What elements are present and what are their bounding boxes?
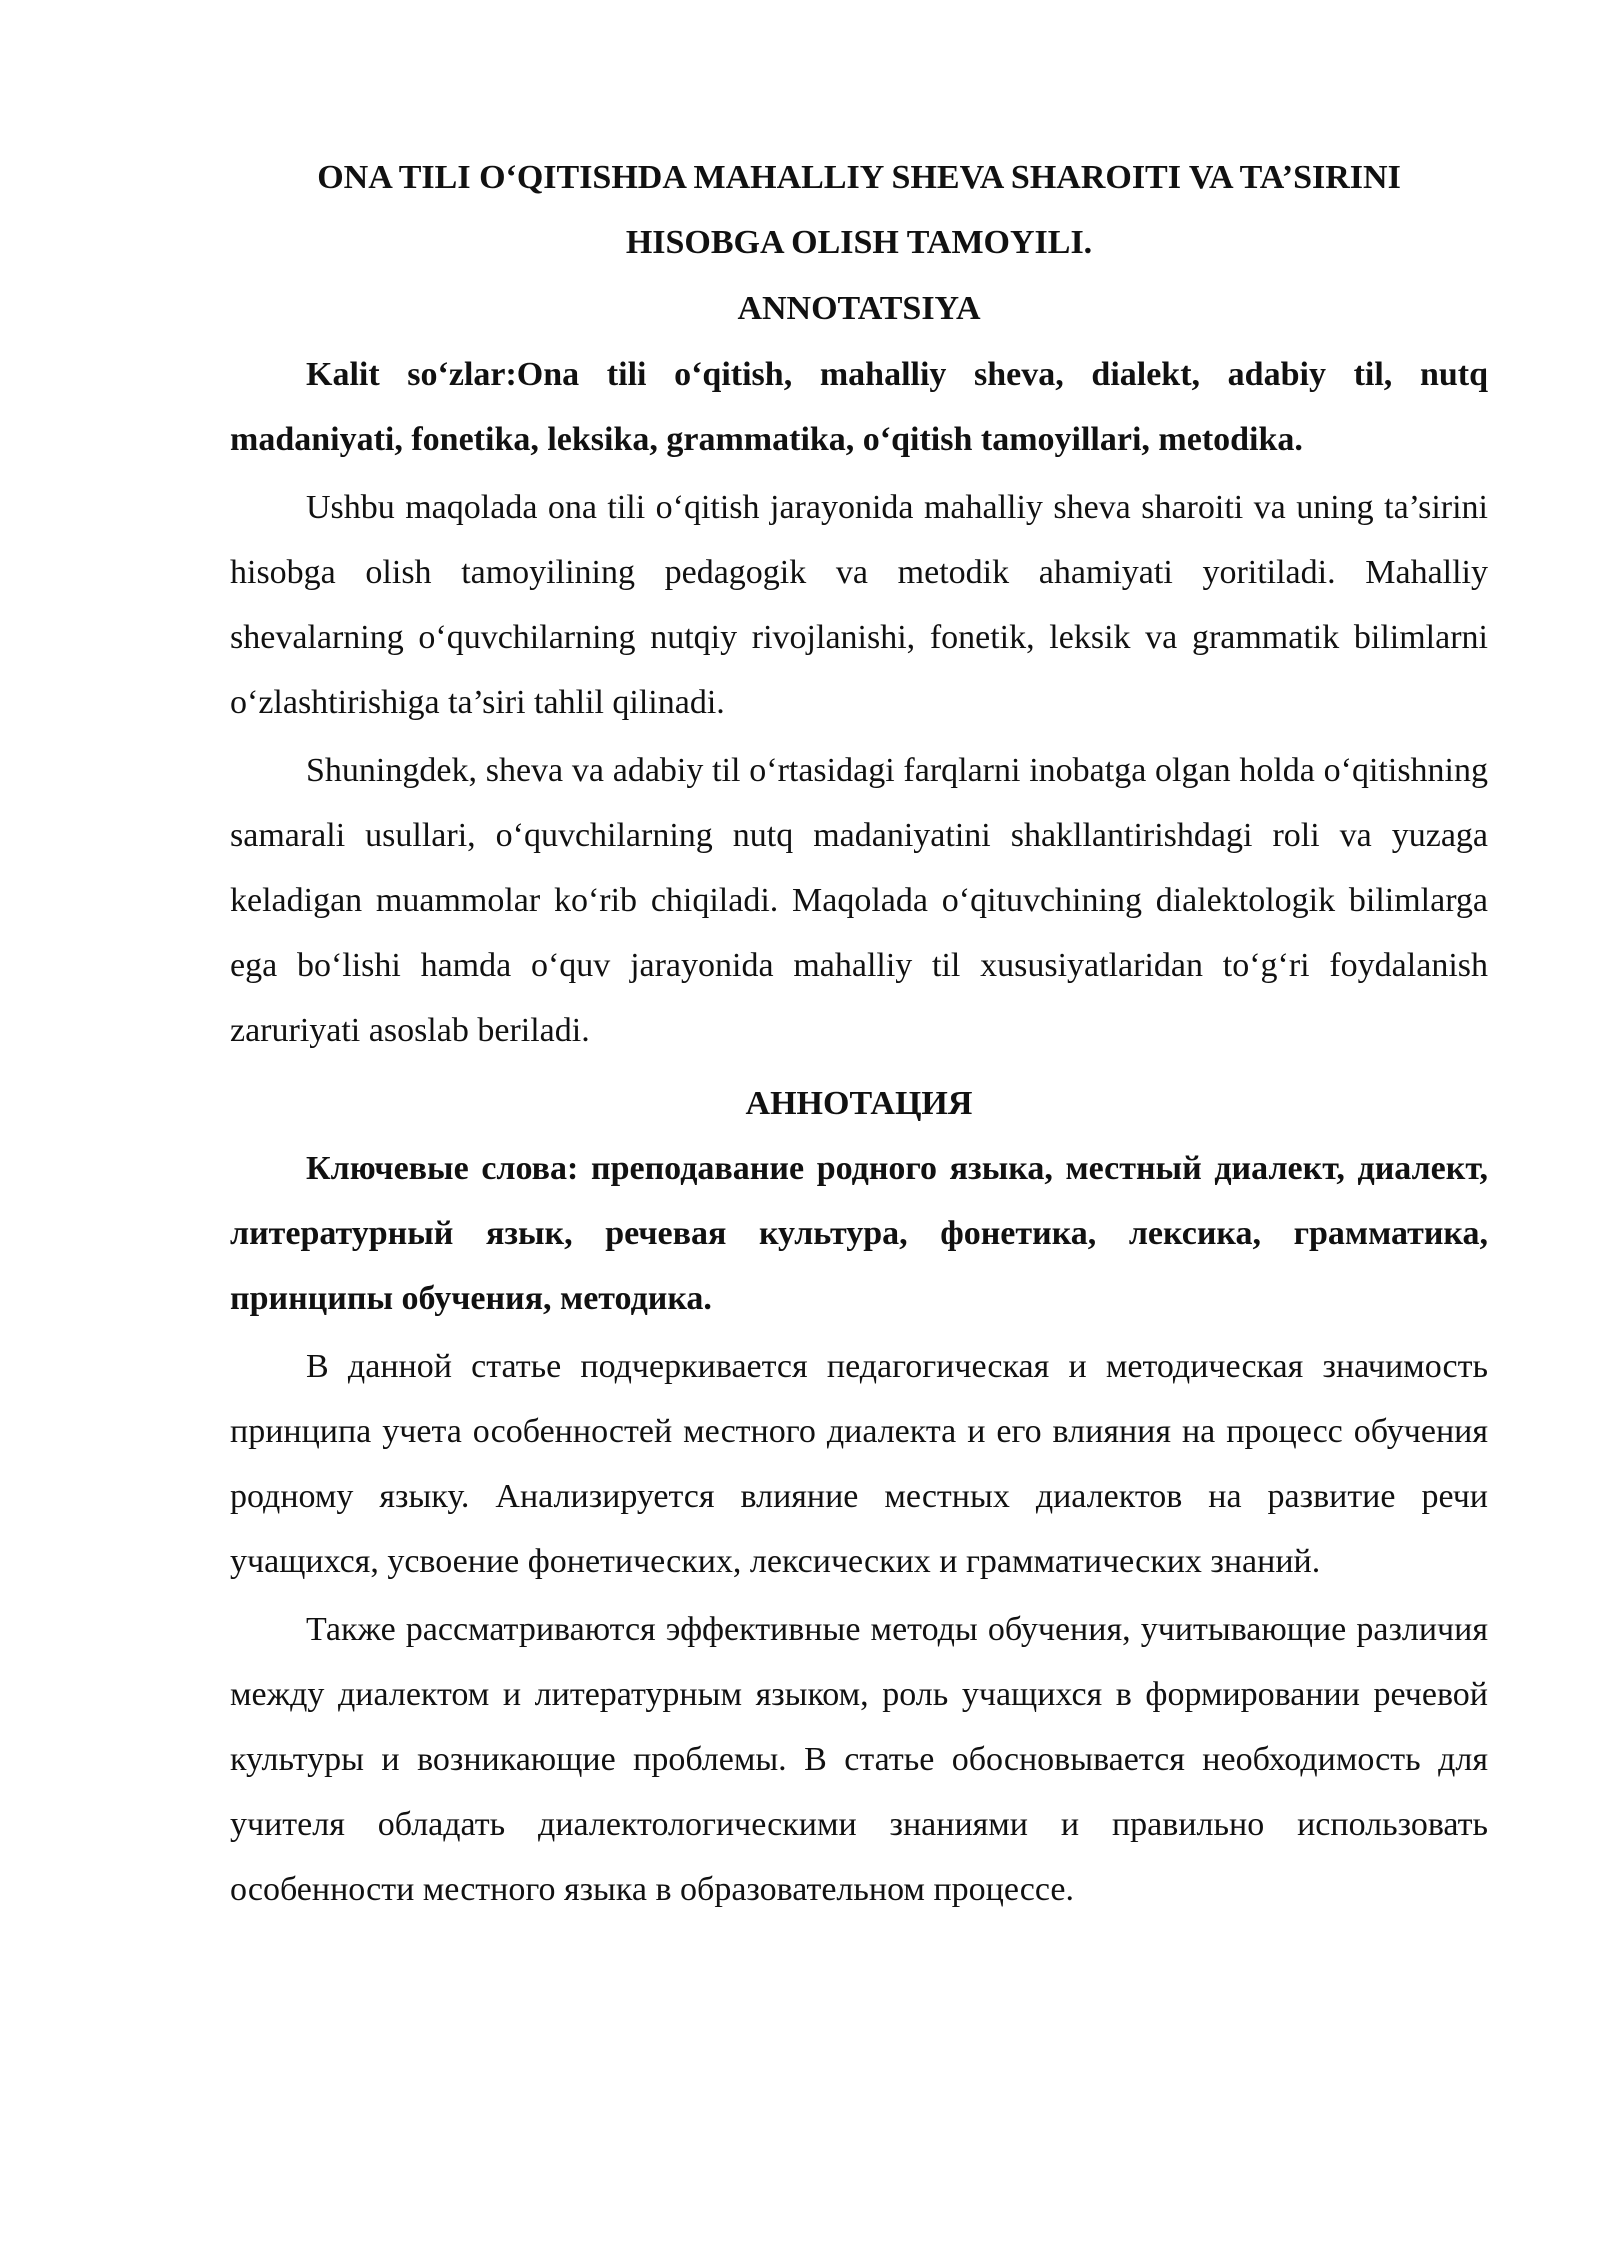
keywords-uz: Kalit so‘zlar:Ona tili o‘qitish, mahalliy sheva, dialekt, adabiy til, nutq madaniyati, fonetika, leksika, grammatika, o‘qitish tamoyillari, metodika. [230,356,1488,458]
article-title [230,145,1488,275]
annotation-paragraph-ru-1: В данной статье подчеркивается педагогическая и методическая значимость принципа учета особенностей местного диалекта и его влияния на процесс обучения родному языку. Анализируется влияние местных диалектов на развитие речи учащихся, усвоение фонетических, лексических и грамматических знаний. [230,1348,1488,1580]
annotation-paragraph-uz-1: Ushbu maqolada ona tili o‘qitish jarayonida mahalliy sheva sharoiti va uning ta’sirini hisobga olish tamoyilining pedagogik va metodik ahamiyati yoritiladi. Mahalliy shevalarning o‘quvchilarning nutqiy rivojlanishi, fonetik, leksik va grammatik bilimlarni o‘zlashtirishiga ta’siri tahlil qilinadi. [230,489,1488,721]
annotation-uzbek [230,276,1488,1063]
annotation-heading-ru: АННОТАЦИЯ [745,1085,973,1122]
article-title-line-2: HISOBGA OLISH TAMOYILI. [625,224,1093,261]
keywords-ru: Ключевые слова: преподавание родного языка, местный диалект, диалект, литературный язык, речевая культура, фонетика, лексика, грамматика, принципы обучения, методика. [230,1150,1488,1317]
annotation-paragraph-uz-2: Shuningdek, sheva va adabiy til o‘rtasidagi farqlarni inobatga olgan holda o‘qitishning samarali usullari, o‘quvchilarning nutq madaniyatini shakllantirishdagi roli va yuzaga keladigan muammolar ko‘rib chiqiladi. Maqolada o‘qituvchining dialektologik bilimlarga ega bo‘lishi hamda o‘quv jarayonida mahalliy til xususiyatlaridan to‘g‘ri foydalanish zaruriyati asoslab beriladi. [230,752,1488,1049]
document-page [230,0,1488,1922]
article-title-line-1: ONA TILI O‘QITISHDA MAHALLIY SHEVA SHAROITI VA TA’SIRINI [317,159,1401,196]
annotation-paragraph-ru-2: Также рассматриваются эффективные методы обучения, учитывающие различия между диалектом и литературным языком, роль учащихся в формировании речевой культуры и возникающие проблемы. В статье обосновывается необходимость для учителя обладать диалектологическими знаниями и правильно использовать особенности местного языка в образовательном процессе. [230,1611,1488,1908]
annotation-heading-uz: ANNOTATSIYA [737,290,981,327]
annotation-russian [230,1071,1488,1922]
